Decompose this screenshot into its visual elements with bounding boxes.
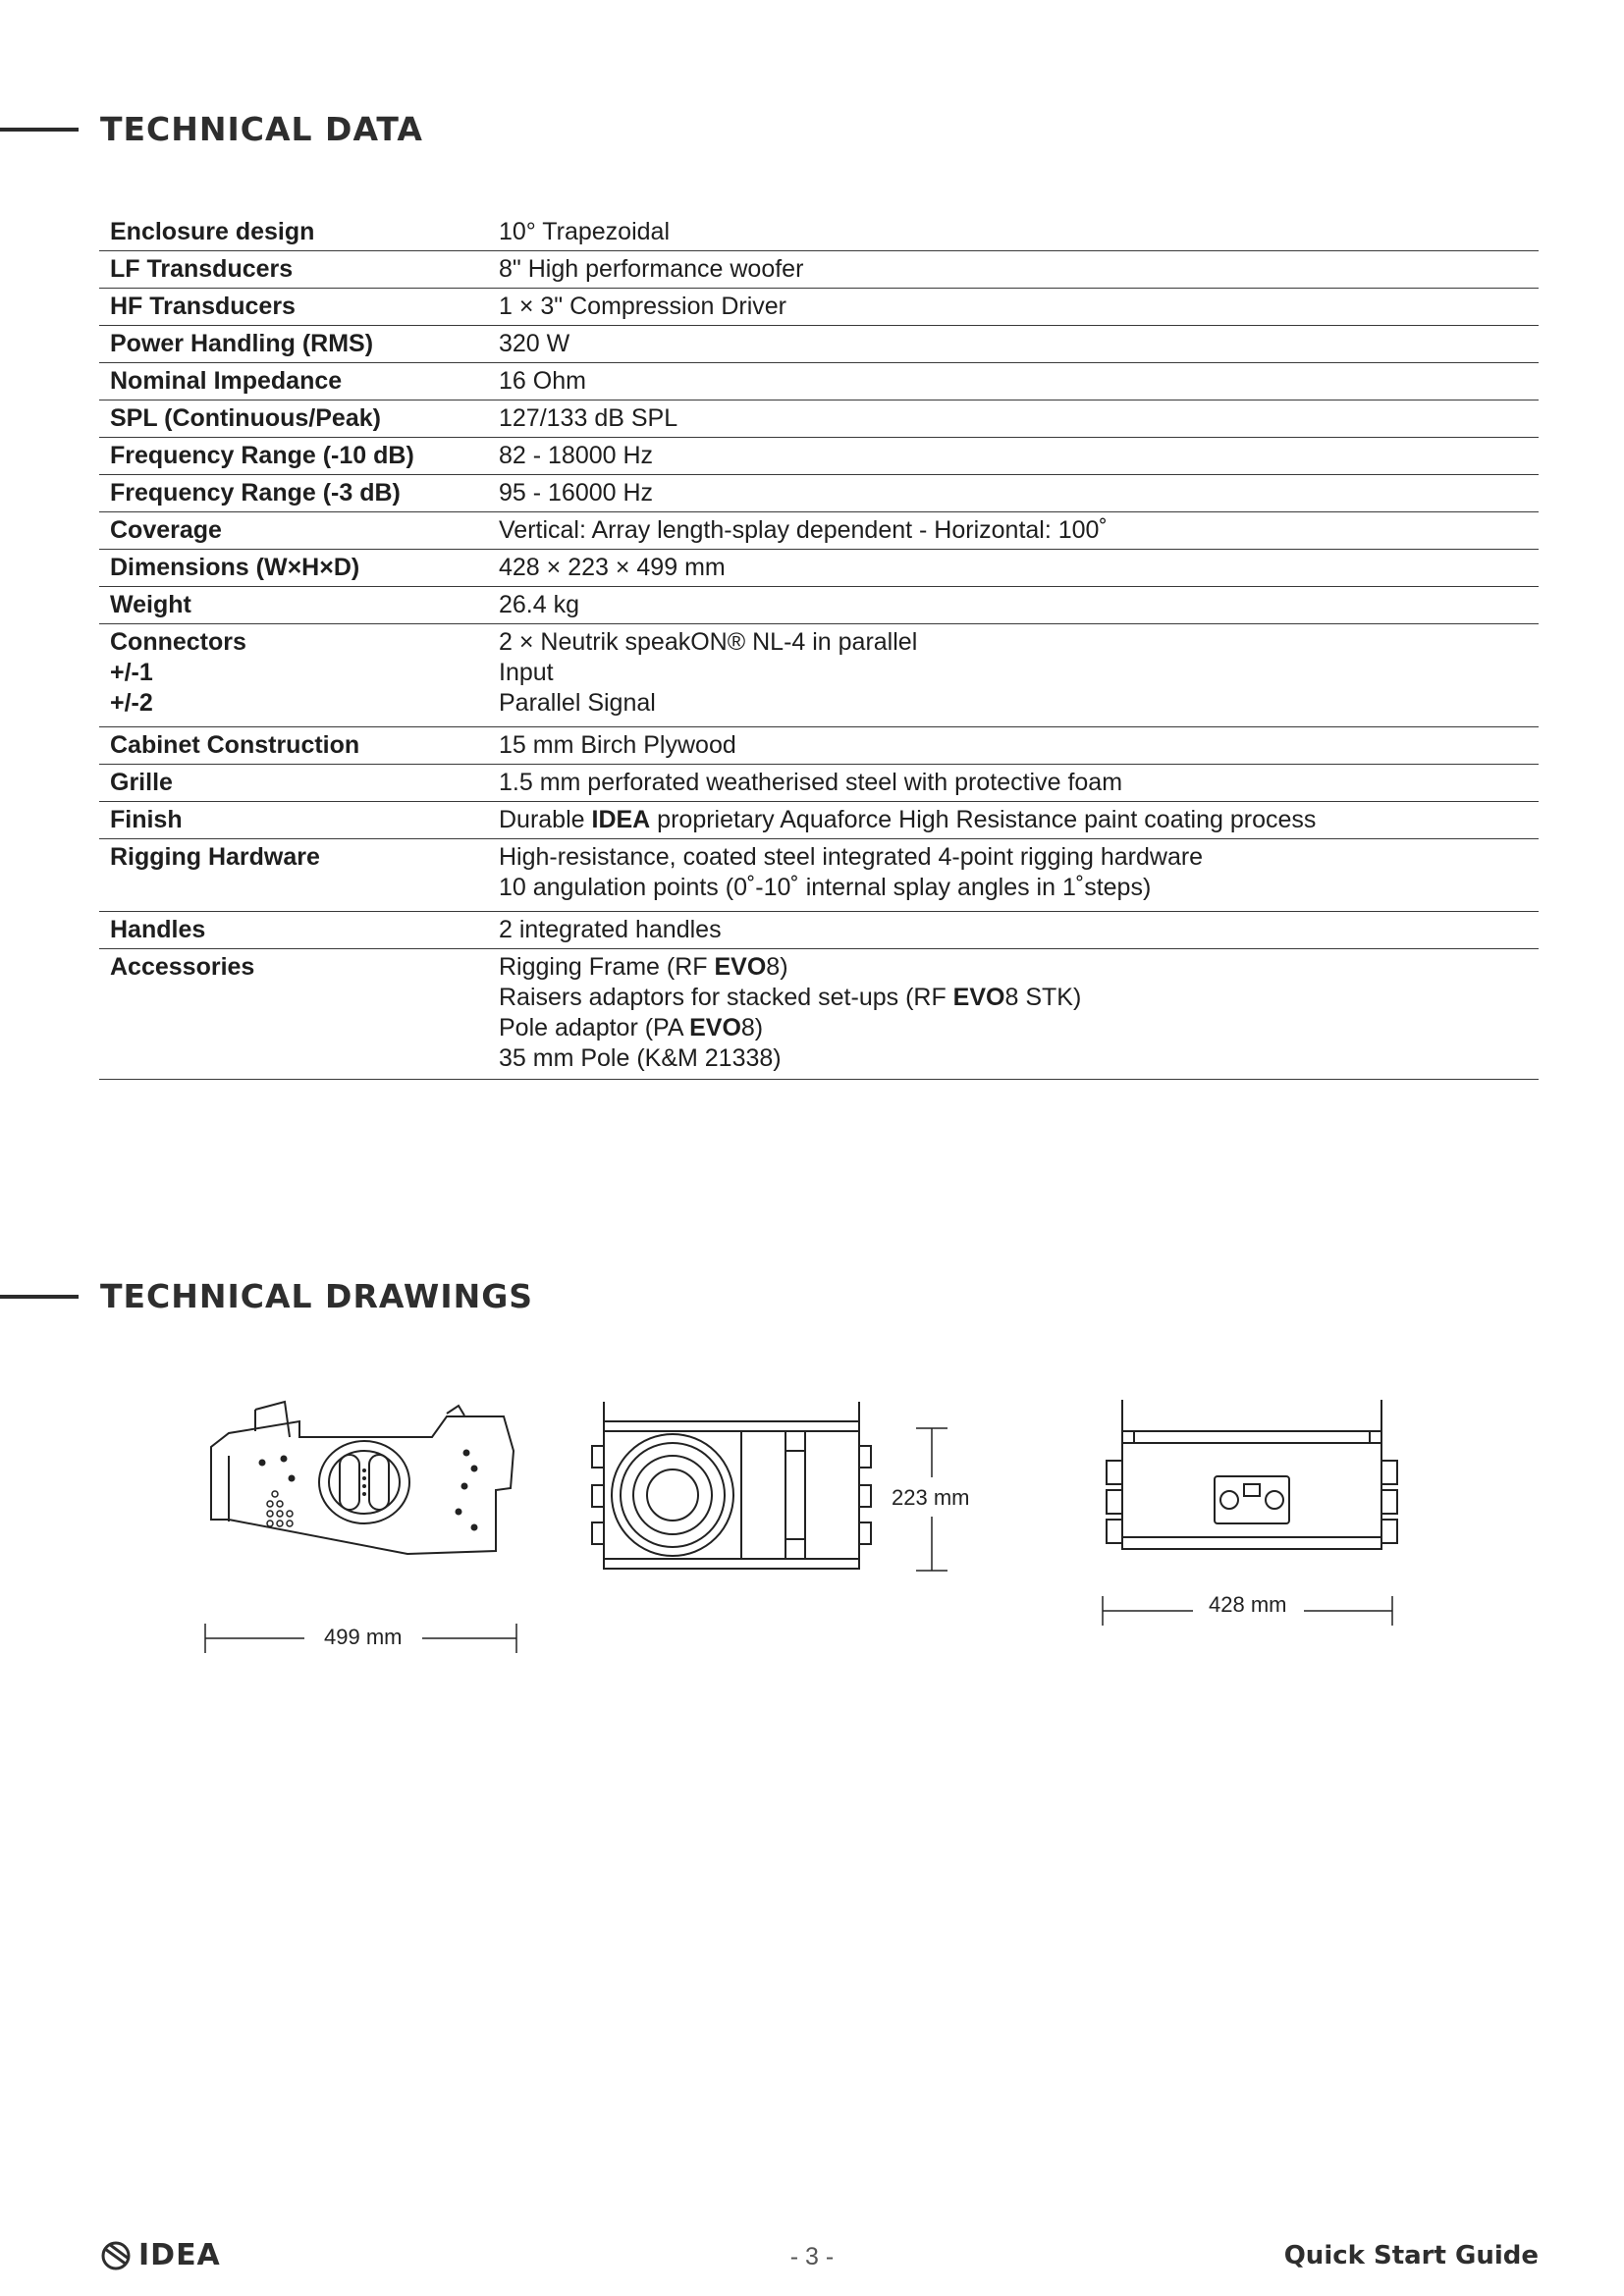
spec-text: 1.5 mm perforated weatherised steel with protective foam: [499, 769, 1123, 796]
technical-data-heading: [0, 110, 423, 148]
spec-label-line: Connectors: [110, 628, 246, 656]
spec-value: [488, 727, 1539, 765]
spec-value: [488, 363, 1539, 400]
spec-label-line: Cabinet Construction: [110, 731, 360, 759]
spec-label: [99, 550, 488, 587]
spec-label-line: Power Handling (RMS): [110, 330, 374, 357]
spec-row: [99, 400, 1539, 438]
spec-text: 2 × Neutrik speakON® NL-4 in parallel: [499, 628, 918, 656]
spec-value-line: [499, 688, 1529, 719]
spec-text: 10° Trapezoidal: [499, 218, 670, 245]
spec-table: [99, 214, 1539, 1080]
spec-value-line: [499, 292, 1529, 322]
spec-row: [99, 289, 1539, 326]
spec-label-line: Coverage: [110, 516, 222, 544]
spec-text: 1 × 3" Compression Driver: [499, 293, 787, 320]
spec-text: 8): [740, 1014, 764, 1041]
spec-value: [488, 839, 1539, 912]
spec-row: [99, 839, 1539, 912]
spec-value-line: [499, 441, 1529, 471]
spec-value-line: [499, 768, 1529, 798]
spec-label: [99, 765, 488, 802]
spec-value-line: [499, 403, 1529, 434]
brand-name: EVO: [952, 984, 1005, 1011]
spec-text: 82 - 18000 Hz: [499, 442, 654, 469]
spec-row: [99, 624, 1539, 727]
spec-row: [99, 949, 1539, 1080]
spec-label-line: +/-1: [110, 659, 153, 686]
spec-label-line: +/-2: [110, 689, 153, 717]
spec-row: [99, 512, 1539, 550]
spec-text: 8" High performance woofer: [499, 255, 804, 283]
spec-text: 26.4 kg: [499, 591, 580, 618]
spec-value-line: [499, 254, 1529, 285]
spec-text: 16 Ohm: [499, 367, 586, 395]
spec-value-line: [499, 915, 1529, 945]
spec-value: [488, 765, 1539, 802]
spec-row: [99, 363, 1539, 400]
spec-row: [99, 251, 1539, 289]
spec-text: 127/133 dB SPL: [499, 404, 678, 432]
spec-value: [488, 400, 1539, 438]
spec-value-line: [499, 1013, 1529, 1043]
spec-label: [99, 839, 488, 912]
spec-row: [99, 438, 1539, 475]
spec-value-line: [499, 553, 1529, 583]
spec-value-line: [499, 590, 1529, 620]
spec-label: [99, 251, 488, 289]
spec-label: [99, 214, 488, 251]
heading-rule: [0, 1295, 79, 1299]
spec-text: Input: [499, 659, 554, 686]
spec-text: Rigging Frame (RF: [499, 953, 715, 981]
spec-label-line: Accessories: [110, 953, 255, 981]
technical-drawings-heading: [0, 1277, 533, 1315]
heading-rule: [0, 128, 79, 132]
spec-text: High-resistance, coated steel integrated 4-point rigging hardware: [499, 843, 1204, 871]
spec-text: 95 - 16000 Hz: [499, 479, 654, 507]
spec-label-line: Weight: [110, 591, 191, 618]
spec-value-line: [499, 478, 1529, 508]
spec-row: [99, 727, 1539, 765]
spec-value: [488, 251, 1539, 289]
spec-value-line: [499, 983, 1529, 1013]
spec-label: [99, 912, 488, 949]
spec-text: 320 W: [499, 330, 570, 357]
spec-value: [488, 949, 1539, 1080]
spec-row: [99, 550, 1539, 587]
spec-text: Vertical: Array length-splay dependent - Horizontal: 100˚: [499, 516, 1108, 544]
spec-text: 8): [766, 953, 788, 981]
spec-value: [488, 912, 1539, 949]
spec-text: 2 integrated handles: [499, 916, 722, 943]
spec-value: [488, 802, 1539, 839]
spec-value-line: [499, 805, 1529, 835]
spec-row: [99, 326, 1539, 363]
height-dimension-label: 223 mm: [892, 1485, 970, 1510]
spec-value-line: [499, 366, 1529, 397]
spec-value-line: [499, 952, 1529, 983]
spec-label-line: Handles: [110, 916, 206, 943]
brand-wordmark: IDEA: [138, 2238, 221, 2272]
spec-value-line: [499, 217, 1529, 247]
spec-label-line: LF Transducers: [110, 255, 294, 283]
spec-value: [488, 438, 1539, 475]
spec-value-line: [499, 627, 1529, 658]
spec-row: [99, 587, 1539, 624]
document-title: Quick Start Guide: [1283, 2241, 1539, 2270]
spec-value: [488, 512, 1539, 550]
spec-value-line: [499, 730, 1529, 761]
spec-text: Raisers adaptors for stacked set-ups (RF: [499, 984, 953, 1011]
spec-text: proprietary Aquaforce High Resistance paint coating process: [650, 806, 1317, 833]
spec-row: [99, 475, 1539, 512]
spec-label: [99, 512, 488, 550]
brand-name: EVO: [689, 1014, 741, 1041]
spec-text: 35 mm Pole (K&M 21338): [499, 1044, 782, 1072]
spec-text: Parallel Signal: [499, 689, 656, 717]
depth-dimension-label: 499 mm: [324, 1625, 403, 1649]
page-number: - 3 -: [789, 2243, 835, 2270]
spec-text: Durable: [499, 806, 592, 833]
spec-text: 428 × 223 × 499 mm: [499, 554, 726, 581]
spec-label-line: Frequency Range (-10 dB): [110, 442, 414, 469]
spec-label: [99, 363, 488, 400]
spec-text: Pole adaptor (PA: [499, 1014, 690, 1041]
spec-label-line: Enclosure design: [110, 218, 315, 245]
side-view-drawing: [201, 1392, 525, 1569]
spec-value: [488, 550, 1539, 587]
section-title: TECHNICAL DRAWINGS: [100, 1277, 534, 1315]
spec-label: [99, 289, 488, 326]
spec-value: [488, 289, 1539, 326]
spec-label-line: Finish: [110, 806, 183, 833]
spec-value: [488, 624, 1539, 727]
spec-label: [99, 400, 488, 438]
spec-label-line: Nominal Impedance: [110, 367, 343, 395]
brand-name: IDEA: [591, 806, 651, 833]
spec-label: [99, 949, 488, 1080]
spec-row: [99, 802, 1539, 839]
spec-label-line: HF Transducers: [110, 293, 296, 320]
brand-name: EVO: [714, 953, 767, 981]
rear-view-drawing: [1095, 1392, 1409, 1578]
width-dimension-label: 428 mm: [1209, 1592, 1287, 1617]
spec-value: [488, 326, 1539, 363]
spec-value-line: [499, 873, 1529, 903]
spec-label-line: Rigging Hardware: [110, 843, 320, 871]
spec-label: [99, 587, 488, 624]
spec-label-line: Dimensions (W×H×D): [110, 554, 360, 581]
front-view-drawing: [584, 1392, 879, 1578]
spec-text: 8 STK): [1004, 984, 1082, 1011]
spec-label: [99, 475, 488, 512]
spec-label-line: Frequency Range (-3 dB): [110, 479, 401, 507]
spec-label: [99, 727, 488, 765]
spec-label-line: SPL (Continuous/Peak): [110, 404, 381, 432]
spec-value-line: [499, 515, 1529, 546]
spec-value: [488, 475, 1539, 512]
spec-text: 10 angulation points (0˚-10˚ internal splay angles in 1˚steps): [499, 874, 1152, 901]
spec-row: [99, 912, 1539, 949]
spec-value: [488, 214, 1539, 251]
spec-value-line: [499, 329, 1529, 359]
section-title: TECHNICAL DATA: [100, 110, 423, 148]
spec-label: [99, 624, 488, 727]
spec-value-line: [499, 658, 1529, 688]
spec-text: 15 mm Birch Plywood: [499, 731, 736, 759]
spec-value: [488, 587, 1539, 624]
spec-label: [99, 802, 488, 839]
spec-label-line: Grille: [110, 769, 173, 796]
spec-label: [99, 438, 488, 475]
spec-value-line: [499, 1043, 1529, 1074]
spec-value-line: [499, 842, 1529, 873]
spec-label: [99, 326, 488, 363]
spec-row: [99, 765, 1539, 802]
spec-row: [99, 214, 1539, 251]
